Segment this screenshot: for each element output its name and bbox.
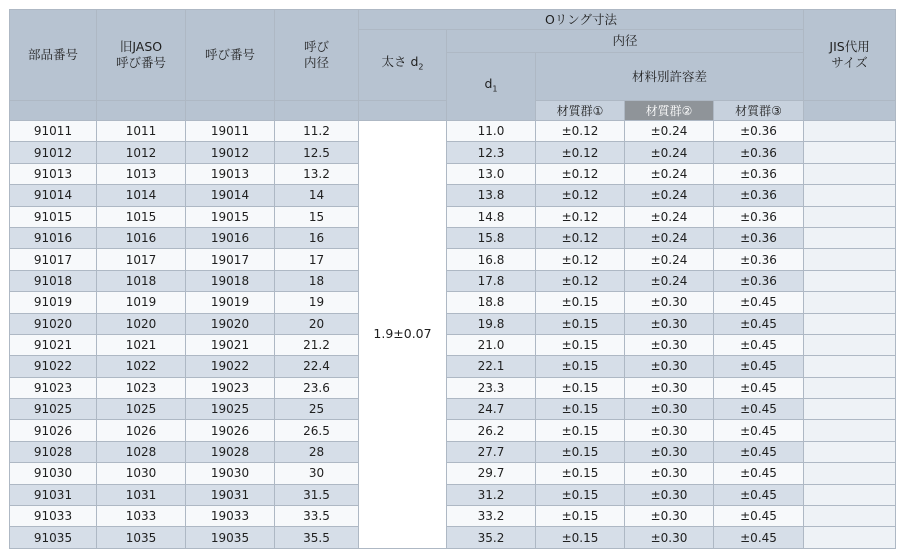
material-3-tolerance-cell: ±0.45 [714, 334, 804, 355]
table-row [10, 334, 896, 355]
header-d1 [447, 53, 536, 121]
material-2-tolerance-cell: ±0.24 [625, 206, 714, 227]
table-row [10, 121, 896, 142]
header-part-no: 部品番号 [10, 10, 97, 101]
part-no-cell: 91012 [10, 142, 97, 163]
material-1-tolerance-cell: ±0.15 [536, 420, 625, 441]
table-row [10, 356, 896, 377]
old-jaso-cell: 1014 [97, 185, 186, 206]
table-row [10, 270, 896, 291]
part-no-cell: 91031 [10, 484, 97, 505]
material-3-tolerance-cell: ±0.36 [714, 121, 804, 142]
material-2-tolerance-cell: ±0.30 [625, 356, 714, 377]
material-2-tolerance-cell: ±0.30 [625, 292, 714, 313]
header-jis-line1: JIS代用 [829, 39, 870, 54]
material-3-tolerance-cell: ±0.45 [714, 463, 804, 484]
material-2-tolerance-cell: ±0.30 [625, 334, 714, 355]
old-jaso-cell: 1011 [97, 121, 186, 142]
material-3-tolerance-cell: ±0.36 [714, 163, 804, 184]
nominal-no-cell: 19016 [186, 227, 275, 248]
nominal-no-cell: 19021 [186, 334, 275, 355]
material-2-tolerance-cell: ±0.30 [625, 377, 714, 398]
material-3-tolerance-cell: ±0.45 [714, 377, 804, 398]
old-jaso-cell: 1031 [97, 484, 186, 505]
jis-size-cell [804, 527, 896, 548]
nominal-no-cell: 19035 [186, 527, 275, 548]
material-2-tolerance-cell: ±0.30 [625, 463, 714, 484]
material-1-tolerance-cell: ±0.15 [536, 441, 625, 462]
d1-cell: 35.2 [447, 527, 536, 548]
d1-cell: 15.8 [447, 227, 536, 248]
header-d1-subscript: 1 [492, 84, 498, 94]
jis-size-cell [804, 121, 896, 142]
material-1-tolerance-cell: ±0.15 [536, 506, 625, 527]
nominal-id-cell: 15 [275, 206, 359, 227]
material-2-tolerance-cell: ±0.30 [625, 399, 714, 420]
nominal-no-cell: 19012 [186, 142, 275, 163]
material-1-tolerance-cell: ±0.12 [536, 249, 625, 270]
part-no-cell: 91025 [10, 399, 97, 420]
material-1-tolerance-cell: ±0.12 [536, 206, 625, 227]
nominal-id-cell: 16 [275, 227, 359, 248]
jis-size-cell [804, 484, 896, 505]
d1-cell: 27.7 [447, 441, 536, 462]
nominal-no-cell: 19020 [186, 313, 275, 334]
old-jaso-cell: 1025 [97, 399, 186, 420]
d1-cell: 21.0 [447, 334, 536, 355]
jis-size-cell [804, 506, 896, 527]
part-no-cell: 91013 [10, 163, 97, 184]
material-2-tolerance-cell: ±0.30 [625, 313, 714, 334]
table-row [10, 377, 896, 398]
material-2-tolerance-cell: ±0.24 [625, 249, 714, 270]
nominal-no-cell: 19030 [186, 463, 275, 484]
table-row [10, 142, 896, 163]
nominal-id-cell: 33.5 [275, 506, 359, 527]
part-no-cell: 91014 [10, 185, 97, 206]
nominal-id-cell: 26.5 [275, 420, 359, 441]
old-jaso-cell: 1030 [97, 463, 186, 484]
table-row [10, 484, 896, 505]
material-1-tolerance-cell: ±0.12 [536, 121, 625, 142]
nominal-id-cell: 25 [275, 399, 359, 420]
jis-size-cell [804, 399, 896, 420]
header-nominal-no: 呼び番号 [186, 10, 275, 101]
material-1-tolerance-cell: ±0.15 [536, 377, 625, 398]
d1-cell: 29.7 [447, 463, 536, 484]
old-jaso-cell: 1026 [97, 420, 186, 441]
table-row [10, 185, 896, 206]
material-3-tolerance-cell: ±0.36 [714, 206, 804, 227]
nominal-no-cell: 19014 [186, 185, 275, 206]
nominal-id-cell: 22.4 [275, 356, 359, 377]
d1-cell: 14.8 [447, 206, 536, 227]
material-2-tolerance-cell: ±0.30 [625, 506, 714, 527]
nominal-no-cell: 19026 [186, 420, 275, 441]
header-old-jaso [97, 10, 186, 101]
material-1-tolerance-cell: ±0.15 [536, 399, 625, 420]
material-1-tolerance-cell: ±0.15 [536, 292, 625, 313]
jis-size-cell [804, 463, 896, 484]
part-no-cell: 91033 [10, 506, 97, 527]
material-1-tolerance-cell: ±0.15 [536, 334, 625, 355]
table-row [10, 399, 896, 420]
nominal-no-cell: 19015 [186, 206, 275, 227]
table-row [10, 227, 896, 248]
nominal-id-cell: 21.2 [275, 334, 359, 355]
jis-size-cell [804, 249, 896, 270]
d1-cell: 33.2 [447, 506, 536, 527]
header-nominal-id-line1: 呼び [303, 39, 329, 54]
part-no-cell: 91028 [10, 441, 97, 462]
part-no-cell: 91026 [10, 420, 97, 441]
jis-size-cell [804, 377, 896, 398]
header-thickness-subscript: 2 [418, 62, 424, 72]
jis-size-cell [804, 163, 896, 184]
part-no-cell: 91023 [10, 377, 97, 398]
header-nominal-id [275, 10, 359, 101]
table-row [10, 313, 896, 334]
table-row [10, 441, 896, 462]
table-row [10, 420, 896, 441]
old-jaso-cell: 1020 [97, 313, 186, 334]
material-2-tolerance-cell: ±0.24 [625, 270, 714, 291]
thickness-value-cell: 1.9±0.07 [359, 121, 447, 549]
header-material-group-3: 材質群③ [714, 101, 804, 121]
nominal-no-cell: 19025 [186, 399, 275, 420]
part-no-cell: 91021 [10, 334, 97, 355]
old-jaso-cell: 1018 [97, 270, 186, 291]
material-2-tolerance-cell: ±0.24 [625, 163, 714, 184]
material-1-tolerance-cell: ±0.12 [536, 163, 625, 184]
material-3-tolerance-cell: ±0.45 [714, 527, 804, 548]
nominal-id-cell: 12.5 [275, 142, 359, 163]
d1-cell: 18.8 [447, 292, 536, 313]
material-3-tolerance-cell: ±0.45 [714, 506, 804, 527]
table-row [10, 249, 896, 270]
header-nominal-id-line2: 内径 [303, 55, 329, 70]
d1-cell: 13.8 [447, 185, 536, 206]
old-jaso-cell: 1022 [97, 356, 186, 377]
header-material-group-1: 材質群① [536, 101, 625, 121]
nominal-no-cell: 19011 [186, 121, 275, 142]
d1-cell: 23.3 [447, 377, 536, 398]
nominal-no-cell: 19022 [186, 356, 275, 377]
jis-size-cell [804, 227, 896, 248]
material-3-tolerance-cell: ±0.45 [714, 356, 804, 377]
header-oring-dims: Oリング寸法 [359, 10, 804, 30]
material-3-tolerance-cell: ±0.45 [714, 484, 804, 505]
table-row [10, 163, 896, 184]
d1-cell: 16.8 [447, 249, 536, 270]
header-material-group-2: 材質群② [625, 101, 714, 121]
d1-cell: 11.0 [447, 121, 536, 142]
nominal-id-cell: 35.5 [275, 527, 359, 548]
material-3-tolerance-cell: ±0.45 [714, 292, 804, 313]
nominal-no-cell: 19031 [186, 484, 275, 505]
table-row [10, 506, 896, 527]
nominal-id-cell: 14 [275, 185, 359, 206]
table-row [10, 206, 896, 227]
part-no-cell: 91019 [10, 292, 97, 313]
jis-size-cell [804, 334, 896, 355]
material-1-tolerance-cell: ±0.15 [536, 484, 625, 505]
d1-cell: 17.8 [447, 270, 536, 291]
jis-size-cell [804, 142, 896, 163]
table-row [10, 527, 896, 548]
jis-size-cell [804, 441, 896, 462]
material-3-tolerance-cell: ±0.36 [714, 142, 804, 163]
old-jaso-cell: 1012 [97, 142, 186, 163]
nominal-no-cell: 19019 [186, 292, 275, 313]
nominal-id-cell: 17 [275, 249, 359, 270]
table-row [10, 292, 896, 313]
material-1-tolerance-cell: ±0.15 [536, 313, 625, 334]
jis-size-cell [804, 356, 896, 377]
part-no-cell: 91018 [10, 270, 97, 291]
header-thickness-label: 太さ d [381, 54, 419, 70]
material-2-tolerance-cell: ±0.24 [625, 121, 714, 142]
d1-cell: 24.7 [447, 399, 536, 420]
nominal-id-cell: 23.6 [275, 377, 359, 398]
material-2-tolerance-cell: ±0.30 [625, 484, 714, 505]
d1-cell: 22.1 [447, 356, 536, 377]
d1-cell: 31.2 [447, 484, 536, 505]
material-2-tolerance-cell: ±0.30 [625, 527, 714, 548]
d1-cell: 19.8 [447, 313, 536, 334]
nominal-id-cell: 13.2 [275, 163, 359, 184]
nominal-no-cell: 19018 [186, 270, 275, 291]
old-jaso-cell: 1028 [97, 441, 186, 462]
material-1-tolerance-cell: ±0.15 [536, 527, 625, 548]
old-jaso-cell: 1015 [97, 206, 186, 227]
header-old-jaso-line2: 呼び番号 [115, 55, 166, 70]
nominal-id-cell: 31.5 [275, 484, 359, 505]
part-no-cell: 91030 [10, 463, 97, 484]
material-3-tolerance-cell: ±0.45 [714, 313, 804, 334]
material-1-tolerance-cell: ±0.12 [536, 142, 625, 163]
header-tolerance: 材料別許容差 [536, 53, 804, 101]
nominal-no-cell: 19023 [186, 377, 275, 398]
old-jaso-cell: 1019 [97, 292, 186, 313]
material-1-tolerance-cell: ±0.15 [536, 356, 625, 377]
material-3-tolerance-cell: ±0.45 [714, 420, 804, 441]
nominal-no-cell: 19013 [186, 163, 275, 184]
part-no-cell: 91017 [10, 249, 97, 270]
header-d1-label: d [484, 75, 493, 91]
nominal-id-cell: 11.2 [275, 121, 359, 142]
jis-size-cell [804, 185, 896, 206]
header-old-jaso-line1: 旧JASO [119, 39, 163, 54]
d1-cell: 12.3 [447, 142, 536, 163]
jis-size-cell [804, 206, 896, 227]
part-no-cell: 91020 [10, 313, 97, 334]
material-2-tolerance-cell: ±0.30 [625, 420, 714, 441]
part-no-cell: 91035 [10, 527, 97, 548]
material-3-tolerance-cell: ±0.36 [714, 270, 804, 291]
material-2-tolerance-cell: ±0.24 [625, 185, 714, 206]
header-jis-line2: サイズ [831, 55, 868, 70]
table-body [10, 121, 896, 549]
old-jaso-cell: 1021 [97, 334, 186, 355]
nominal-id-cell: 20 [275, 313, 359, 334]
material-1-tolerance-cell: ±0.12 [536, 227, 625, 248]
old-jaso-cell: 1016 [97, 227, 186, 248]
material-2-tolerance-cell: ±0.30 [625, 441, 714, 462]
material-3-tolerance-cell: ±0.36 [714, 227, 804, 248]
part-no-cell: 91011 [10, 121, 97, 142]
material-3-tolerance-cell: ±0.45 [714, 399, 804, 420]
part-no-cell: 91016 [10, 227, 97, 248]
nominal-no-cell: 19028 [186, 441, 275, 462]
material-3-tolerance-cell: ±0.36 [714, 185, 804, 206]
material-3-tolerance-cell: ±0.45 [714, 441, 804, 462]
material-2-tolerance-cell: ±0.24 [625, 227, 714, 248]
old-jaso-cell: 1035 [97, 527, 186, 548]
nominal-no-cell: 19033 [186, 506, 275, 527]
jis-size-cell [804, 313, 896, 334]
part-no-cell: 91015 [10, 206, 97, 227]
jis-size-cell [804, 420, 896, 441]
material-2-tolerance-cell: ±0.24 [625, 142, 714, 163]
table-row [10, 463, 896, 484]
header-jis-size [804, 10, 896, 101]
d1-cell: 26.2 [447, 420, 536, 441]
old-jaso-cell: 1017 [97, 249, 186, 270]
old-jaso-cell: 1033 [97, 506, 186, 527]
nominal-id-cell: 28 [275, 441, 359, 462]
material-1-tolerance-cell: ±0.12 [536, 185, 625, 206]
old-jaso-cell: 1023 [97, 377, 186, 398]
material-1-tolerance-cell: ±0.15 [536, 463, 625, 484]
nominal-id-cell: 19 [275, 292, 359, 313]
part-no-cell: 91022 [10, 356, 97, 377]
d1-cell: 13.0 [447, 163, 536, 184]
jis-size-cell [804, 292, 896, 313]
material-1-tolerance-cell: ±0.12 [536, 270, 625, 291]
nominal-id-cell: 18 [275, 270, 359, 291]
header-inner-diameter: 内径 [447, 30, 804, 53]
oring-dimension-table [9, 9, 896, 549]
old-jaso-cell: 1013 [97, 163, 186, 184]
nominal-id-cell: 30 [275, 463, 359, 484]
nominal-no-cell: 19017 [186, 249, 275, 270]
jis-size-cell [804, 270, 896, 291]
table-header [10, 10, 896, 121]
material-3-tolerance-cell: ±0.36 [714, 249, 804, 270]
header-thickness [359, 30, 447, 101]
